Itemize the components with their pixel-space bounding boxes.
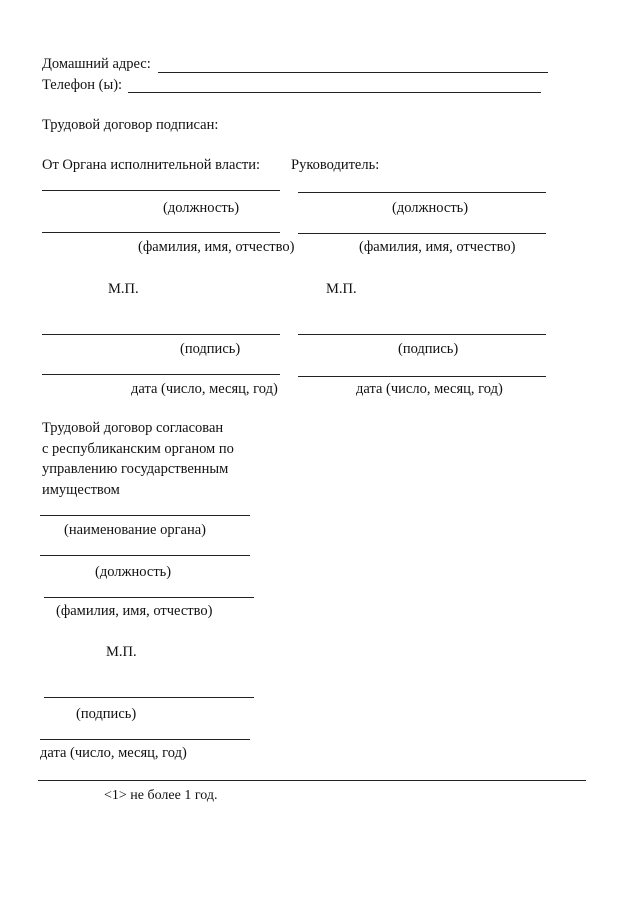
left-date-line	[42, 374, 280, 375]
right-date-line	[298, 376, 546, 377]
footnote-text: <1> не более 1 год.	[104, 788, 218, 803]
agreed-heading-line-4: имуществом	[42, 482, 120, 498]
agreed-org-line	[40, 515, 250, 516]
phone-line	[128, 92, 541, 93]
agreed-heading-line-3: управлению государственным	[42, 461, 229, 477]
agreed-heading-line-1: Трудовой договор согласован	[42, 420, 224, 436]
left-party-label: От Органа исполнительной власти:	[42, 157, 261, 173]
agreed-signature-line	[44, 697, 254, 698]
left-date-caption: дата (число, месяц, год)	[131, 381, 278, 397]
home-address-line	[158, 72, 548, 73]
left-signature-caption: (подпись)	[180, 341, 241, 357]
agreed-signature-caption: (подпись)	[76, 706, 137, 722]
right-party-label: Руководитель:	[291, 157, 380, 173]
agreed-position-line	[40, 555, 250, 556]
agreed-date-line	[40, 739, 250, 740]
agreed-fullname-line	[44, 597, 254, 598]
right-position-line	[298, 192, 546, 193]
home-address-label: Домашний адрес:	[42, 56, 151, 72]
right-date-caption: дата (число, месяц, год)	[356, 381, 503, 397]
left-position-caption: (должность)	[163, 200, 240, 216]
footnote-separator	[38, 780, 586, 781]
left-stamp-label: М.П.	[108, 281, 139, 297]
contract-signed-heading: Трудовой договор подписан:	[42, 117, 219, 133]
right-fullname-line	[298, 233, 546, 234]
agreed-date-caption: дата (число, месяц, год)	[40, 745, 187, 761]
right-fullname-caption: (фамилия, имя, отчество)	[359, 239, 516, 255]
left-signature-line	[42, 334, 280, 335]
left-fullname-line	[42, 232, 280, 233]
phone-label: Телефон (ы):	[42, 77, 123, 93]
left-fullname-caption: (фамилия, имя, отчество)	[138, 239, 295, 255]
left-position-line	[42, 190, 280, 191]
agreed-fullname-caption: (фамилия, имя, отчество)	[56, 603, 213, 619]
agreed-stamp-label: М.П.	[106, 644, 137, 660]
agreed-position-caption: (должность)	[95, 564, 172, 580]
right-signature-line	[298, 334, 546, 335]
agreed-heading-line-2: с республиканским органом по	[42, 441, 234, 457]
right-signature-caption: (подпись)	[398, 341, 459, 357]
right-position-caption: (должность)	[392, 200, 469, 216]
right-stamp-label: М.П.	[326, 281, 357, 297]
agreed-org-caption: (наименование органа)	[64, 522, 206, 538]
